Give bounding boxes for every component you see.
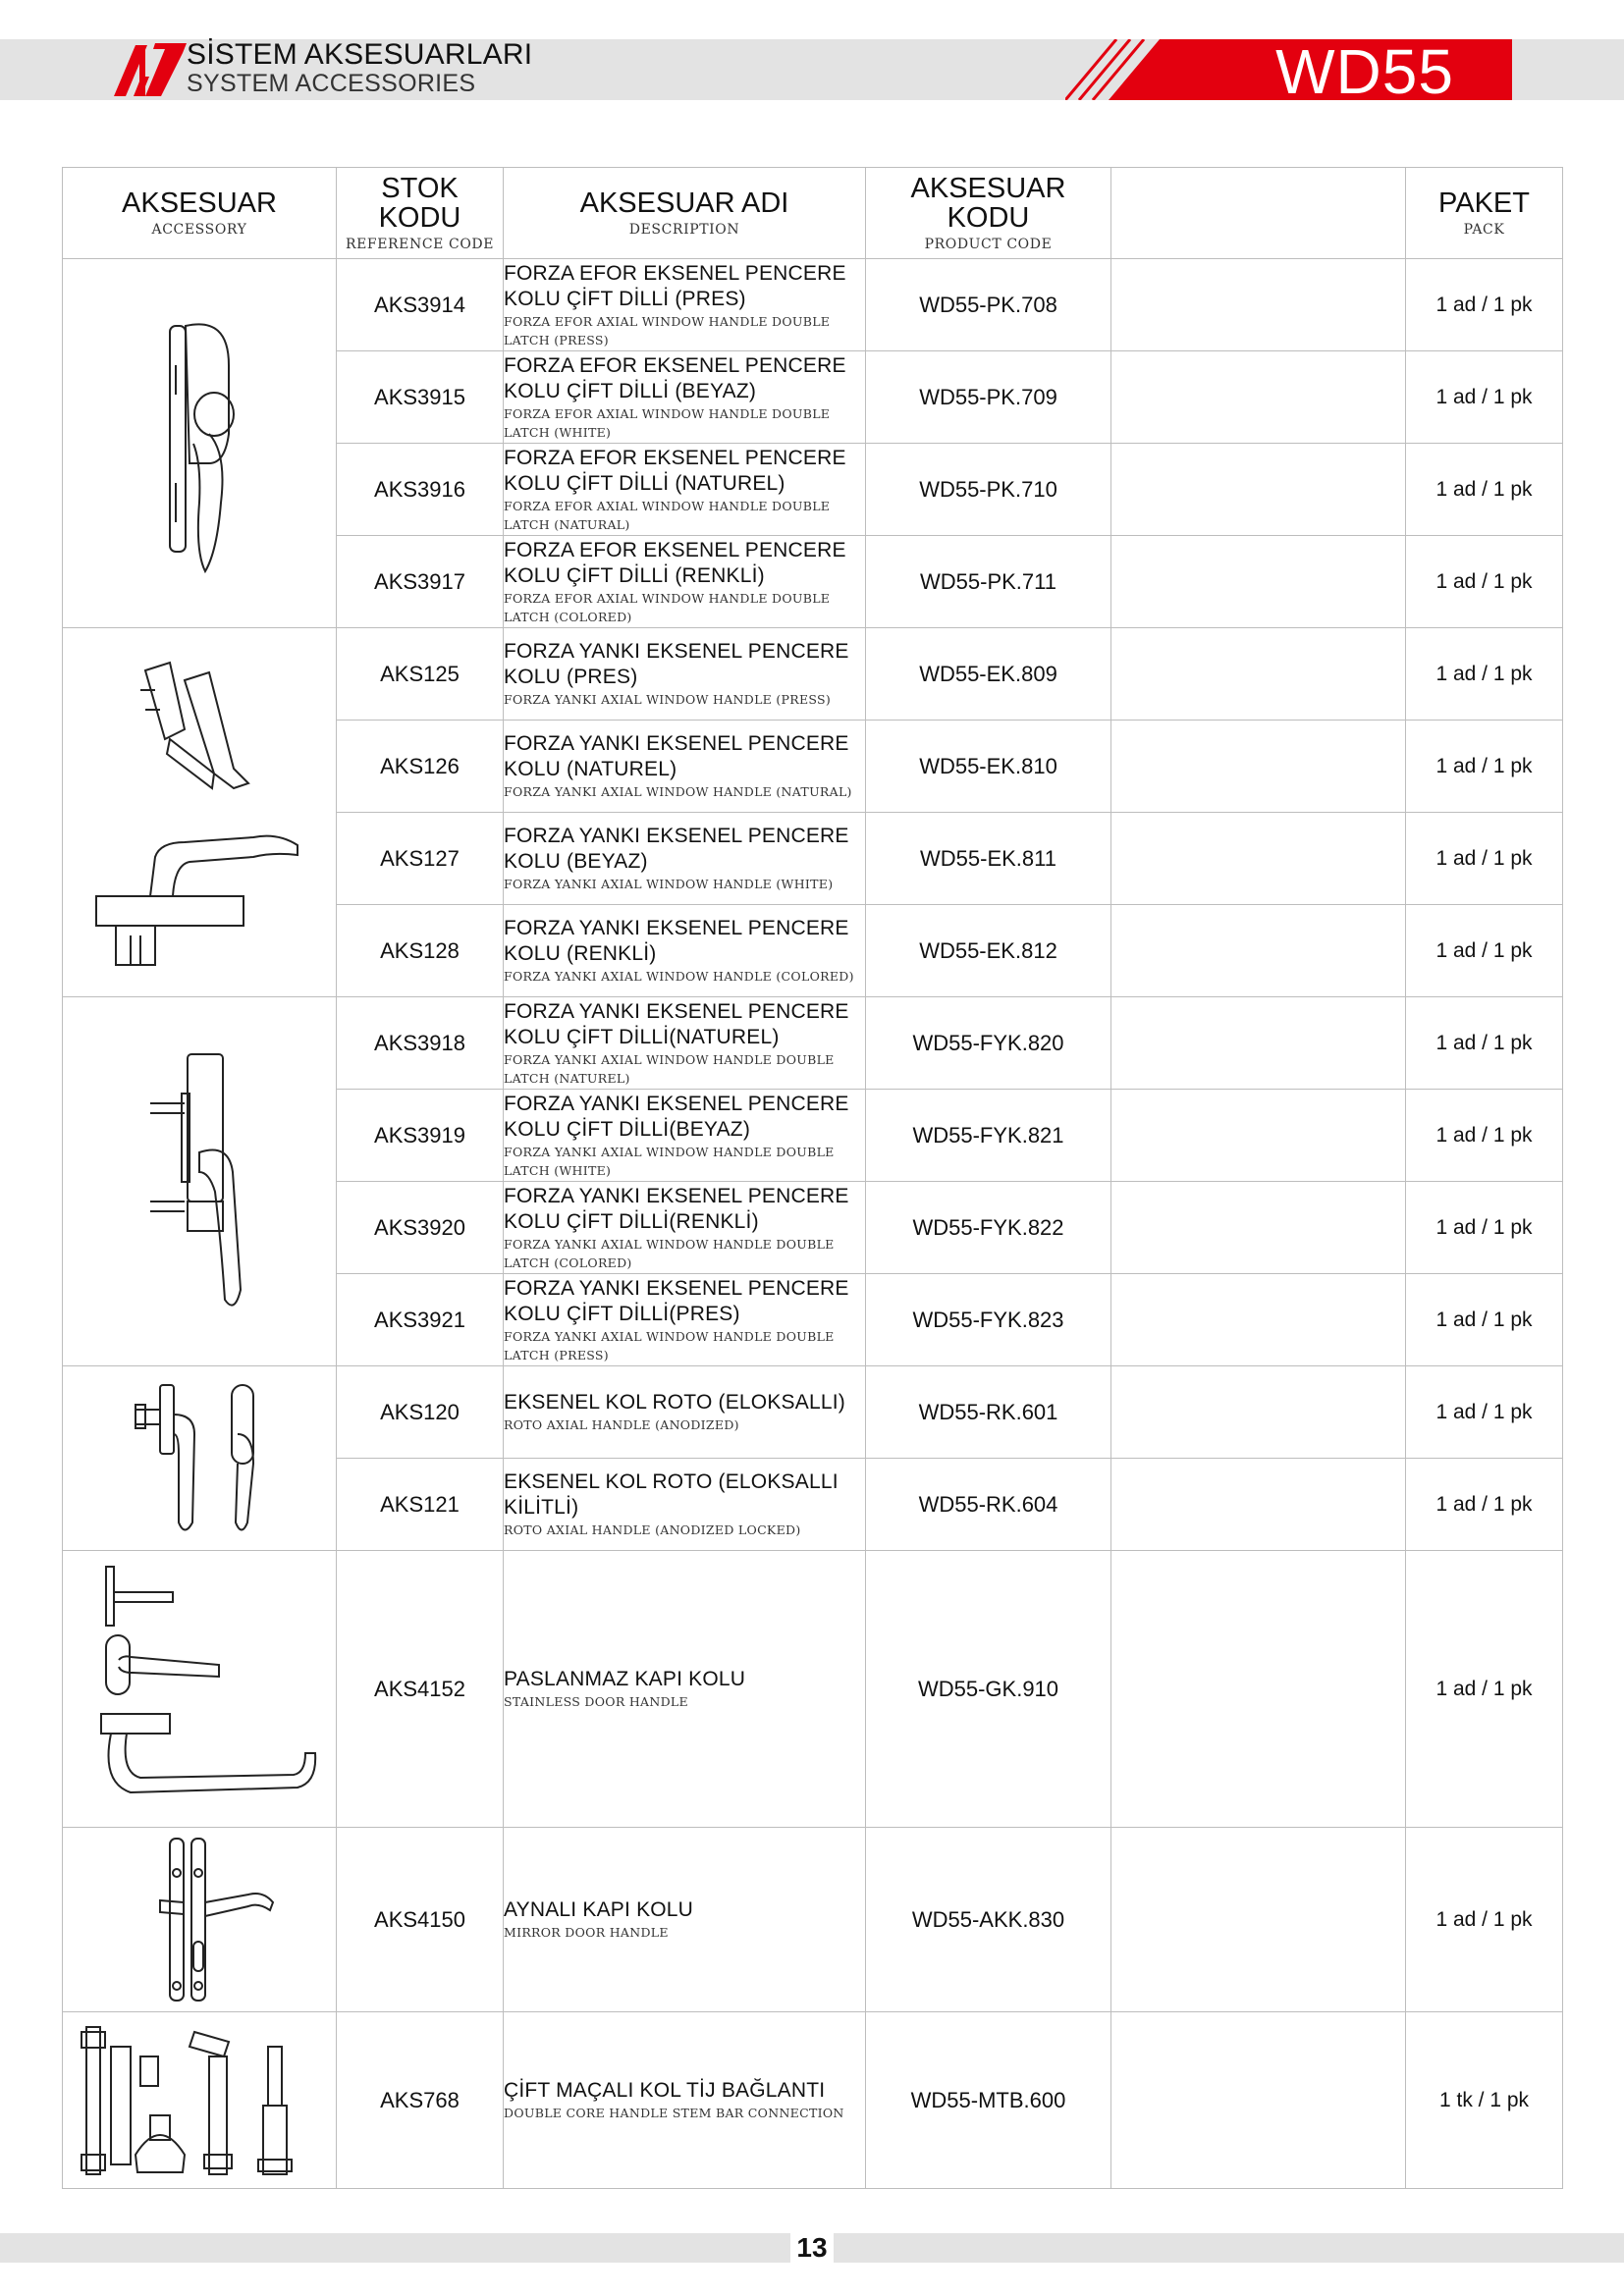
pack-qty: 1 ad / 1 pk xyxy=(1406,813,1563,905)
brand-logo xyxy=(110,39,189,100)
stock-code: AKS120 xyxy=(337,1366,504,1459)
accessory-name-cell: FORZA EFOR EKSENEL PENCERE KOLU ÇİFT DİLLİ (RENKLİ) FORZA EFOR AXIAL WINDOW HANDLE DOUBLE LATCH (COLORED) xyxy=(504,536,866,628)
accessory-name-cell: FORZA EFOR EKSENEL PENCERE KOLU ÇİFT DİLLİ (PRES) FORZA EFOR AXIAL WINDOW HANDLE DOUBLE LATCH (PRESS) xyxy=(504,259,866,351)
product-code: WD55-PK.711 xyxy=(866,536,1111,628)
stock-code: AKS3914 xyxy=(337,259,504,351)
accessory-name-cell: FORZA YANKI EKSENEL PENCERE KOLU ÇİFT DİLLİ(PRES) FORZA YANKI AXIAL WINDOW HANDLE DOUBLE LATCH (PRESS) xyxy=(504,1274,866,1366)
accessory-name-cell: EKSENEL KOL ROTO (ELOKSALLI KİLİTLİ) ROTO AXIAL HANDLE (ANODIZED LOCKED) xyxy=(504,1459,866,1551)
product-code: WD55-FYK.820 xyxy=(866,997,1111,1090)
stock-code: AKS121 xyxy=(337,1459,504,1551)
product-code: WD55-EK.810 xyxy=(866,721,1111,813)
table-row xyxy=(63,997,1563,1090)
accessory-name-cell: EKSENEL KOL ROTO (ELOKSALLI) ROTO AXIAL HANDLE (ANODIZED) xyxy=(504,1366,866,1459)
header-title-en: SYSTEM ACCESSORIES xyxy=(187,70,476,97)
accessory-name-cell: FORZA YANKI EKSENEL PENCERE KOLU ÇİFT DİLLİ(NATUREL) FORZA YANKI AXIAL WINDOW HANDLE DOUBLE LATCH (NATUREL) xyxy=(504,997,866,1090)
product-code: WD55-MTB.600 xyxy=(866,2012,1111,2189)
door-handle-icon xyxy=(72,1557,327,1822)
stock-code: AKS4150 xyxy=(337,1828,504,2012)
product-image-stem-connection xyxy=(63,2012,337,2189)
product-code: WD55-FYK.821 xyxy=(866,1090,1111,1182)
table-row xyxy=(63,1828,1563,2012)
pack-qty: 1 ad / 1 pk xyxy=(1406,1274,1563,1366)
accessory-name-cell: FORZA YANKI EKSENEL PENCERE KOLU (PRES) FORZA YANKI AXIAL WINDOW HANDLE (PRESS) xyxy=(504,628,866,721)
pack-qty: 1 ad / 1 pk xyxy=(1406,997,1563,1090)
product-code: WD55-AKK.830 xyxy=(866,1828,1111,2012)
table-row xyxy=(63,259,1563,351)
product-image-yanki-double xyxy=(63,997,337,1366)
table-header-row xyxy=(63,168,1563,259)
col-empty xyxy=(1111,168,1406,259)
product-code: WD55-RK.601 xyxy=(866,1366,1111,1459)
stock-code: AKS3916 xyxy=(337,444,504,536)
product-code: WD55-PK.710 xyxy=(866,444,1111,536)
table-row xyxy=(63,628,1563,721)
stock-code: AKS4152 xyxy=(337,1551,504,1828)
connector-icon xyxy=(67,2017,332,2184)
pack-qty: 1 ad / 1 pk xyxy=(1406,1459,1563,1551)
product-code: WD55-EK.809 xyxy=(866,628,1111,721)
accessory-name-cell: FORZA YANKI EKSENEL PENCERE KOLU (RENKLİ) FORZA YANKI AXIAL WINDOW HANDLE (COLORED) xyxy=(504,905,866,997)
stock-code: AKS3917 xyxy=(337,536,504,628)
col-stock-code: STOK KODU REFERENCE CODE xyxy=(337,168,504,259)
accessory-name-cell: FORZA YANKI EKSENEL PENCERE KOLU (BEYAZ) FORZA YANKI AXIAL WINDOW HANDLE (WHITE) xyxy=(504,813,866,905)
product-image-mirror-handle xyxy=(63,1828,337,2012)
pack-qty: 1 ad / 1 pk xyxy=(1406,1551,1563,1828)
window-handle-icon xyxy=(116,1375,283,1542)
pack-qty: 1 ad / 1 pk xyxy=(1406,536,1563,628)
product-image-door-handle xyxy=(63,1551,337,1828)
pack-qty: 1 ad / 1 pk xyxy=(1406,721,1563,813)
table-row xyxy=(63,1551,1563,1828)
stock-code: AKS3915 xyxy=(337,351,504,444)
accessory-name-cell: PASLANMAZ KAPI KOLU STAINLESS DOOR HANDLE xyxy=(504,1551,866,1828)
window-handle-icon xyxy=(131,306,268,581)
accessory-name-cell: AYNALI KAPI KOLU MIRROR DOOR HANDLE xyxy=(504,1828,866,2012)
stock-code: AKS3919 xyxy=(337,1090,504,1182)
pack-qty: 1 ad / 1 pk xyxy=(1406,1366,1563,1459)
product-image-efor-double xyxy=(63,259,337,628)
table-row xyxy=(63,2012,1563,2189)
pack-qty: 1 ad / 1 pk xyxy=(1406,351,1563,444)
product-code: WD55-RK.604 xyxy=(866,1459,1111,1551)
accessory-table xyxy=(62,167,1563,2189)
product-code: WD55-PK.709 xyxy=(866,351,1111,444)
stock-code: AKS3920 xyxy=(337,1182,504,1274)
col-pack: PAKET PACK xyxy=(1406,168,1563,259)
pack-qty: 1 ad / 1 pk xyxy=(1406,905,1563,997)
stock-code: AKS768 xyxy=(337,2012,504,2189)
series-label: WD55 xyxy=(1275,36,1454,107)
accessory-name-cell: FORZA YANKI EKSENEL PENCERE KOLU ÇİFT DİLLİ(BEYAZ) FORZA YANKI AXIAL WINDOW HANDLE DOUBLE LATCH (WHITE) xyxy=(504,1090,866,1182)
stock-code: AKS128 xyxy=(337,905,504,997)
stock-code: AKS127 xyxy=(337,813,504,905)
pack-qty: 1 ad / 1 pk xyxy=(1406,1828,1563,2012)
stock-code: AKS126 xyxy=(337,721,504,813)
product-image-roto xyxy=(63,1366,337,1551)
product-code: WD55-GK.910 xyxy=(866,1551,1111,1828)
pack-qty: 1 ad / 1 pk xyxy=(1406,259,1563,351)
accessory-name-cell: ÇİFT MAÇALI KOL TİJ BAĞLANTI DOUBLE CORE HANDLE STEM BAR CONNECTION xyxy=(504,2012,866,2189)
pack-qty: 1 ad / 1 pk xyxy=(1406,1182,1563,1274)
col-accessory: AKSESUAR ACCESSORY xyxy=(63,168,337,259)
page-number: 13 xyxy=(796,2232,828,2263)
table-row xyxy=(63,1366,1563,1459)
accessory-name-cell: FORZA EFOR EKSENEL PENCERE KOLU ÇİFT DİLLİ (NATUREL) FORZA EFOR AXIAL WINDOW HANDLE DOUBLE LATCH (NATURAL) xyxy=(504,444,866,536)
stock-code: AKS3921 xyxy=(337,1274,504,1366)
product-code: WD55-EK.811 xyxy=(866,813,1111,905)
pack-qty: 1 tk / 1 pk xyxy=(1406,2012,1563,2189)
window-handle-icon xyxy=(77,651,322,975)
col-product-code: AKSESUAR KODU PRODUCT CODE xyxy=(866,168,1111,259)
product-code: WD55-PK.708 xyxy=(866,259,1111,351)
product-code: WD55-FYK.822 xyxy=(866,1182,1111,1274)
header-title-tr: SİSTEM AKSESUARLARI xyxy=(187,38,533,71)
pack-qty: 1 ad / 1 pk xyxy=(1406,1090,1563,1182)
door-handle-icon xyxy=(101,1834,298,2005)
product-image-yanki xyxy=(63,628,337,997)
window-handle-icon xyxy=(131,1035,268,1329)
accessory-name-cell: FORZA YANKI EKSENEL PENCERE KOLU (NATUREL) FORZA YANKI AXIAL WINDOW HANDLE (NATURAL) xyxy=(504,721,866,813)
col-name: AKSESUAR ADI DESCRIPTION xyxy=(504,168,866,259)
accessory-name-cell: FORZA YANKI EKSENEL PENCERE KOLU ÇİFT DİLLİ(RENKLİ) FORZA YANKI AXIAL WINDOW HANDLE DOUBLE LATCH (COLORED) xyxy=(504,1182,866,1274)
stock-code: AKS3918 xyxy=(337,997,504,1090)
product-code: WD55-FYK.823 xyxy=(866,1274,1111,1366)
accessory-name-cell: FORZA EFOR EKSENEL PENCERE KOLU ÇİFT DİLLİ (BEYAZ) FORZA EFOR AXIAL WINDOW HANDLE DOUBLE LATCH (WHITE) xyxy=(504,351,866,444)
pack-qty: 1 ad / 1 pk xyxy=(1406,444,1563,536)
stock-code: AKS125 xyxy=(337,628,504,721)
pack-qty: 1 ad / 1 pk xyxy=(1406,628,1563,721)
product-code: WD55-EK.812 xyxy=(866,905,1111,997)
